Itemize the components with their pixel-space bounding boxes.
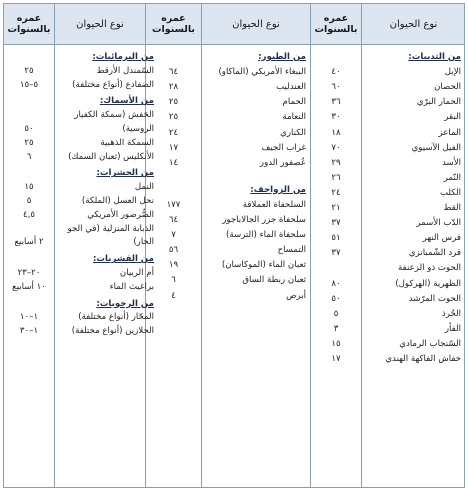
animal-age: ٢٥	[24, 137, 34, 148]
column-divider	[54, 4, 55, 487]
animal-name: ثعبان الماء (الموكاسان)	[221, 260, 306, 271]
animal-age: ١٠ أسابيع	[12, 281, 46, 292]
animal-age: ٣٠	[331, 112, 341, 123]
animal-age: ٧	[171, 230, 176, 241]
animal-age: ١٩	[168, 260, 179, 271]
animal-name: الحوت المرّشد	[408, 293, 461, 304]
animal-age: ٢٤	[331, 187, 341, 198]
header-age-2: عمره بالسنوات	[151, 13, 195, 35]
animal-name: نحل العسل (الملكة)	[81, 196, 154, 206]
animal-age: ٢٥	[24, 65, 34, 76]
animal-age: ٢٨	[168, 82, 179, 93]
animal-name: السمكة الذهبية	[100, 137, 154, 148]
animal-name: النمل	[134, 182, 154, 193]
animal-age: ٦	[171, 275, 176, 286]
animal-age: ٦٠	[331, 82, 341, 93]
animal-name: الحلازين (أنواع مختلفة)	[71, 326, 154, 337]
animal-age: ٢ أسابيع	[14, 237, 44, 248]
animal-age: ٦٤	[168, 215, 179, 225]
animal-name: الجُرذ	[441, 308, 461, 319]
animal-age: ٢٩	[331, 157, 341, 168]
animal-name: الأسد	[441, 157, 461, 168]
animal-age: ١٧	[331, 354, 341, 364]
animal-name: الببغاء الأمريكي (الماكاو)	[218, 67, 306, 78]
animal-age: ٥٠	[24, 124, 34, 134]
animal-name: السّمندل الأرقط	[96, 65, 154, 76]
header-animal-type-1: نوع الحيوان	[389, 18, 438, 30]
column-divider	[361, 4, 362, 487]
section-title: من الحشرات:	[96, 168, 154, 179]
animal-age: ٦٤	[168, 67, 179, 78]
animal-age: ٣	[333, 323, 339, 334]
animal-age: ١٧	[168, 142, 179, 153]
animal-name: ثعبان ربطة الساق	[242, 275, 306, 286]
animal-name: المحّار (أنواع مختلفة)	[78, 312, 154, 323]
animal-age: ٢١	[331, 203, 341, 213]
animal-age: ٣٦	[331, 97, 341, 108]
animal-age: ٥	[333, 308, 339, 319]
animal-name: النّمر	[443, 172, 461, 183]
animal-name: الكناري	[280, 127, 306, 138]
animal-name: غراب الجيف	[261, 142, 306, 153]
section-title: من الطيور:	[258, 52, 306, 62]
animal-age: ٤,٥	[23, 209, 35, 220]
animal-name: الحار)	[133, 237, 154, 248]
animal-name: سلحفاة الماء (الترسة)	[225, 230, 306, 241]
animal-age: ١٥	[24, 182, 34, 193]
animal-name: الفأر	[444, 323, 461, 334]
header-animal-type-2: نوع الحيوان	[232, 18, 280, 30]
animal-age: ٣٧	[331, 248, 341, 259]
animal-name: الحَفش (سمكة الكفيار	[74, 110, 154, 121]
animal-name: قرد الشّمبانزي	[408, 248, 461, 259]
section-title: من القشريات:	[92, 254, 154, 265]
animal-name: الفيل الآسيوي	[411, 142, 461, 153]
animal-name: الضفادع (أنواع مختلفة)	[72, 79, 154, 90]
column-divider	[201, 4, 202, 487]
animal-age: ٥٠	[331, 293, 341, 304]
animal-age: ٣٧	[331, 218, 341, 229]
animal-age: ١–١٠	[19, 312, 39, 323]
animal-name: القط	[443, 203, 461, 213]
animal-name: الظهرية (الهركول)	[395, 278, 461, 289]
animal-name: الماعز	[438, 127, 461, 138]
animal-name: فرس النهر	[422, 233, 461, 244]
animal-name: أم الربيان	[119, 268, 154, 278]
animal-name: الأنكليس (ثعبان السمك)	[68, 151, 154, 162]
section-title: من البرمائيات:	[92, 52, 154, 62]
header-age-1: عمره بالسنوات	[314, 13, 358, 35]
header-age-3: عمره بالسنوات	[7, 13, 51, 35]
animal-name: العندليب	[276, 82, 306, 93]
animal-age: ٢٠–٢٣	[17, 268, 41, 278]
animal-age: ٢٥	[168, 112, 179, 123]
section-title: من الثدييات:	[408, 52, 461, 62]
animal-name: الصُّرصور الأمريكي	[87, 209, 154, 220]
header-animal-type-3: نوع الحيوان	[76, 18, 124, 30]
animal-age: ١٨	[331, 127, 341, 138]
animal-age: ١٥	[331, 338, 341, 349]
animal-age: ١٧٧	[166, 199, 181, 210]
animal-name: التمساح	[277, 245, 306, 256]
animal-name: الحصان	[434, 82, 461, 93]
animal-name: الحمار البرّي	[416, 97, 461, 108]
animal-age: ٥٦	[168, 245, 179, 256]
section-title: من الرخويات:	[96, 298, 154, 309]
animal-name: عُصفور الدور	[259, 157, 306, 168]
animal-age: ١–٣٠	[19, 326, 39, 337]
animal-name: أبرص	[286, 290, 306, 301]
animal-age: ٨٠	[331, 278, 341, 289]
animal-name: النعامة	[282, 112, 306, 123]
animal-age: ٤	[171, 290, 176, 301]
animal-name: الذبابة المنزلية (في الجو	[67, 223, 154, 234]
animal-age: ١٤	[168, 157, 179, 168]
animal-name: سلحفاة جزر الجالاباجوز	[222, 215, 306, 225]
animal-age: ٢٦	[331, 172, 341, 183]
animal-name: الكلب	[439, 187, 461, 198]
animal-age: ٢٥	[168, 97, 179, 108]
animal-age: ٧٠	[331, 142, 341, 153]
animal-name: البقر	[444, 112, 461, 123]
animal-age: ٥–١٥	[19, 79, 39, 90]
animal-age: ٤٠	[331, 67, 341, 78]
lifespan-table	[3, 3, 465, 488]
animal-name: السّنجاب الرمادي	[399, 338, 461, 349]
animal-age: ٢٤	[168, 127, 179, 138]
animal-name: الإبل	[444, 67, 461, 78]
animal-age: ٥١	[331, 233, 341, 244]
animal-age: ٥	[26, 196, 32, 206]
animal-name: الدّب الأسمر	[416, 218, 461, 229]
animal-name: الحمام	[282, 97, 306, 108]
animal-name: خفاش الفاكهة الهندي	[385, 354, 461, 364]
animal-name: السلحفاة العملاقة	[242, 199, 306, 210]
animal-name: براغيث الماء	[109, 281, 154, 292]
animal-name: الحوت ذو الزعنفة	[398, 263, 461, 274]
section-title: من الأسماك:	[99, 96, 154, 107]
animal-name: الروسية)	[122, 124, 154, 134]
section-title: من الزواحف:	[250, 184, 306, 195]
animal-age: ٦	[26, 151, 32, 162]
